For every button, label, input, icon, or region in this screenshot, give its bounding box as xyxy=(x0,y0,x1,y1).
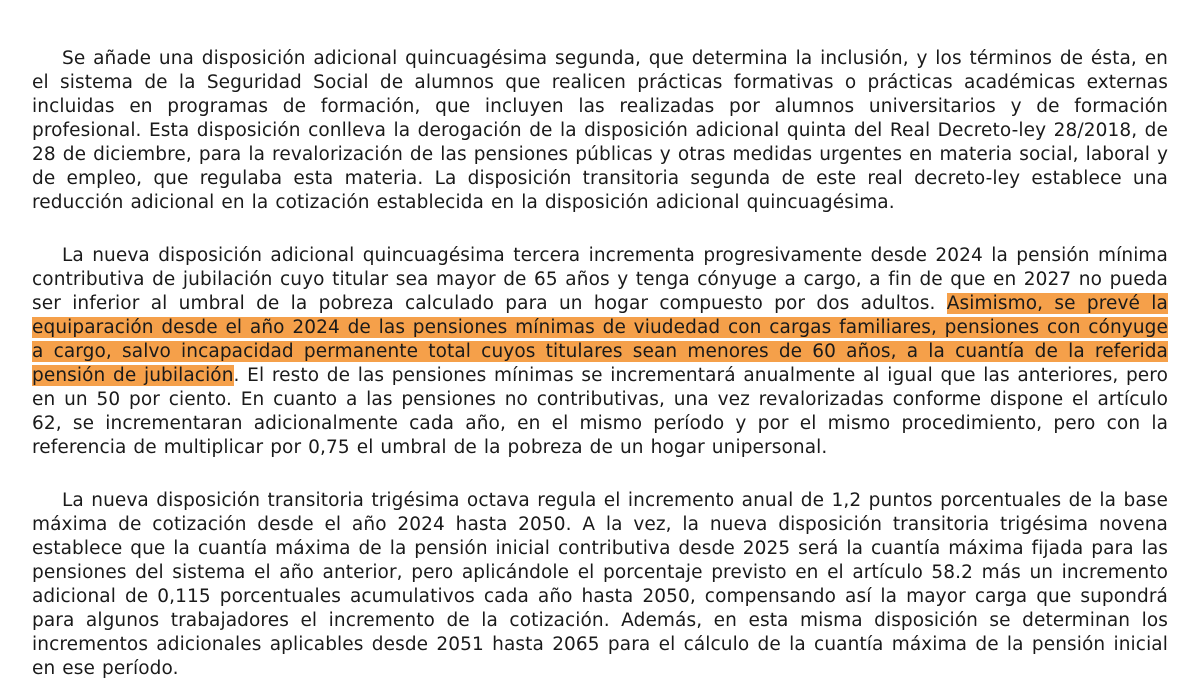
paragraph-2-text-before: La nueva disposición adicional quincuagésima tercera incrementa progresivamente desde 2024 la pensión mínima contributiva de jubilación cuyo titular sea mayor de 65 años y tenga cónyuge a cargo, a fin de que en 2027 no pueda ser inferior al umbral de la pobreza calculado para un hogar compuesto por dos adultos. xyxy=(32,245,1168,314)
highlighted-text: Asimismo, se prevé la equiparación desde el año 2024 de las pensiones mínimas de viudedad con cargas familiares, pensiones con cónyuge a cargo, salvo incapacidad permanente total cuyos titulares sean menores de 60 años, a la cuantía de la referida pensión de jubilación xyxy=(32,293,1168,386)
clipped-previous-line xyxy=(32,0,1168,18)
paragraph-2 xyxy=(32,244,1168,460)
paragraph-3: La nueva disposición transitoria trigésima octava regula el incremento anual de 1,2 puntos porcentuales de la base máxima de cotización desde el año 2024 hasta 2050. A la vez, la nueva disposición transitoria trigésima novena establece que la cuantía máxima de la pensión inicial contributiva desde 2025 será la cuantía máxima fijada para las pensiones del sistema el año anterior, pero aplicándole el porcentaje previsto en el artículo 58.2 más un incremento adicional de 0,115 porcentuales acumulativos cada año hasta 2050, compensando así la mayor carga que supondrá para algunos trabajadores el incremento de la cotización. Además, en esta misma disposición se determinan los incrementos adicionales aplicables desde 2051 hasta 2065 para el cálculo de la cuantía máxima de la pensión inicial en ese período. xyxy=(32,490,1168,679)
document-page xyxy=(32,0,1168,681)
paragraph-1: Se añade una disposición adicional quincuagésima segunda, que determina la inclusión, y los términos de ésta, en el sistema de la Seguridad Social de alumnos que realicen prácticas formativas o prácticas académicas externas incluidas en programas de formación, que incluyen las realizadas por alumnos universitarios y de formación profesional. Esta disposición conlleva la derogación de la disposición adicional quinta del Real Decreto-ley 28/2018, de 28 de diciembre, para la revalorización de las pensiones públicas y otras medidas urgentes en materia social, laboral y de empleo, que regulaba esta materia. La disposición transitoria segunda de este real decreto-ley establece una reducción adicional en la cotización establecida en la disposición adicional quincuagésima. xyxy=(32,48,1168,213)
paragraph-2-text-after: . El resto de las pensiones mínimas se incrementará anualmente al igual que las anteriores, pero en un 50 por ciento. En cuanto a las pensiones no contributivas, una vez revalorizadas conforme dispone el artículo 62, se incrementaran adicionalmente cada año, en el mismo período y por el mismo procedimiento, pero con la referencia de multiplicar por 0,75 el umbral de la pobreza de un hogar unipersonal. xyxy=(32,365,1168,458)
